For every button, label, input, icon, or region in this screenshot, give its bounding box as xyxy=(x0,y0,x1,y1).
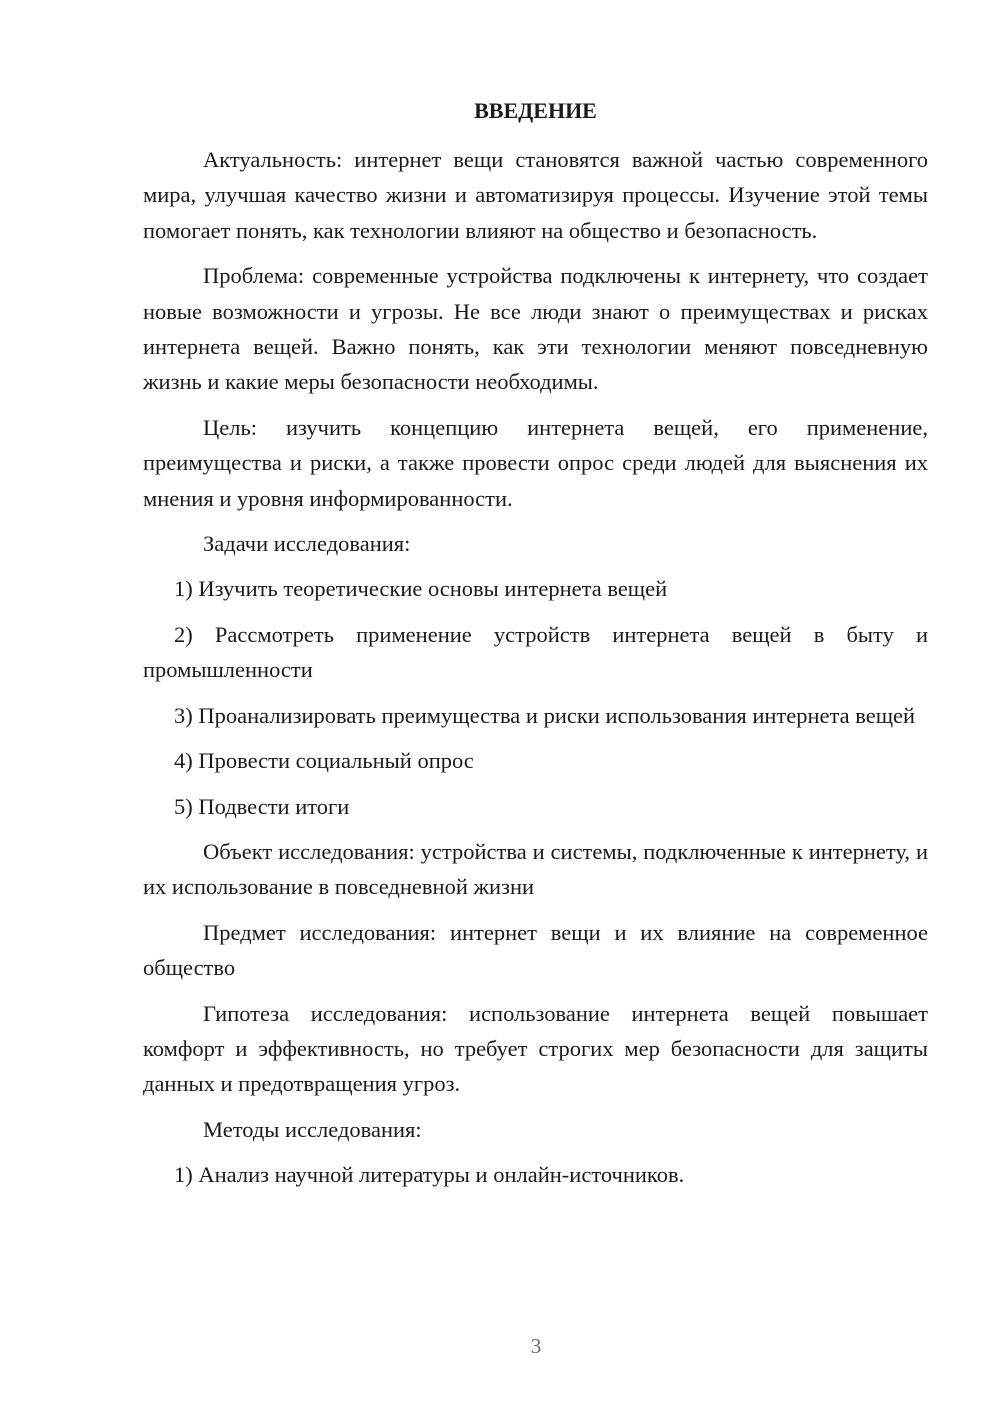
relevance-paragraph: Актуальность: интернет вещи становятся важной частью современного мира, улучшая качество жизни и автоматизируя процессы. Изучение этой темы помогает понять, как технологии влияют на общество и безопасность. xyxy=(143,147,928,243)
goal-paragraph: Цель: изучить концепцию интернета вещей, его применение, преимущества и риски, а также провести опрос среди людей для выяснения их мнения и уровня информированности. xyxy=(143,414,928,511)
task-item-1: 1) Изучить теоретические основы интернета вещей xyxy=(174,576,668,602)
subject-paragraph: Предмет исследования: интернет вещи и их влияние на современное общество xyxy=(143,919,928,981)
task-item-2: 2) Рассмотреть применение устройств интернета вещей в быту и промышленности xyxy=(143,621,928,683)
tasks-heading: Задачи исследования: xyxy=(203,531,411,557)
task-item-3: 3) Проанализировать преимущества и риски использования интернета вещей xyxy=(174,702,916,728)
page-number: 3 xyxy=(530,1334,542,1358)
methods-heading: Методы исследования: xyxy=(203,1116,422,1142)
hypothesis-paragraph: Гипотеза исследования: использование интернета вещей повышает комфорт и эффективность, но требует строгих мер безопасности для защиты данных и предотвращения угроз. xyxy=(143,1000,928,1097)
task-item-5: 5) Подвести итоги xyxy=(174,793,350,819)
problem-paragraph: Проблема: современные устройства подключены к интернету, что создает новые возможности и угрозы. Не все люди знают о преимуществах и рисках интернета вещей. Важно понять, как эти технологии меняют повседневную жизнь и какие меры безопасности необходимы. xyxy=(143,263,928,395)
method-item-1: 1) Анализ научной литературы и онлайн-источников. xyxy=(174,1162,685,1188)
section-heading: ВВЕДЕНИЕ xyxy=(474,98,597,123)
object-paragraph: Объект исследования: устройства и системы, подключенные к интернету, и их использование в повседневной жизни xyxy=(143,838,928,900)
page-body xyxy=(143,93,928,1203)
task-item-4: 4) Провести социальный опрос xyxy=(174,748,474,774)
